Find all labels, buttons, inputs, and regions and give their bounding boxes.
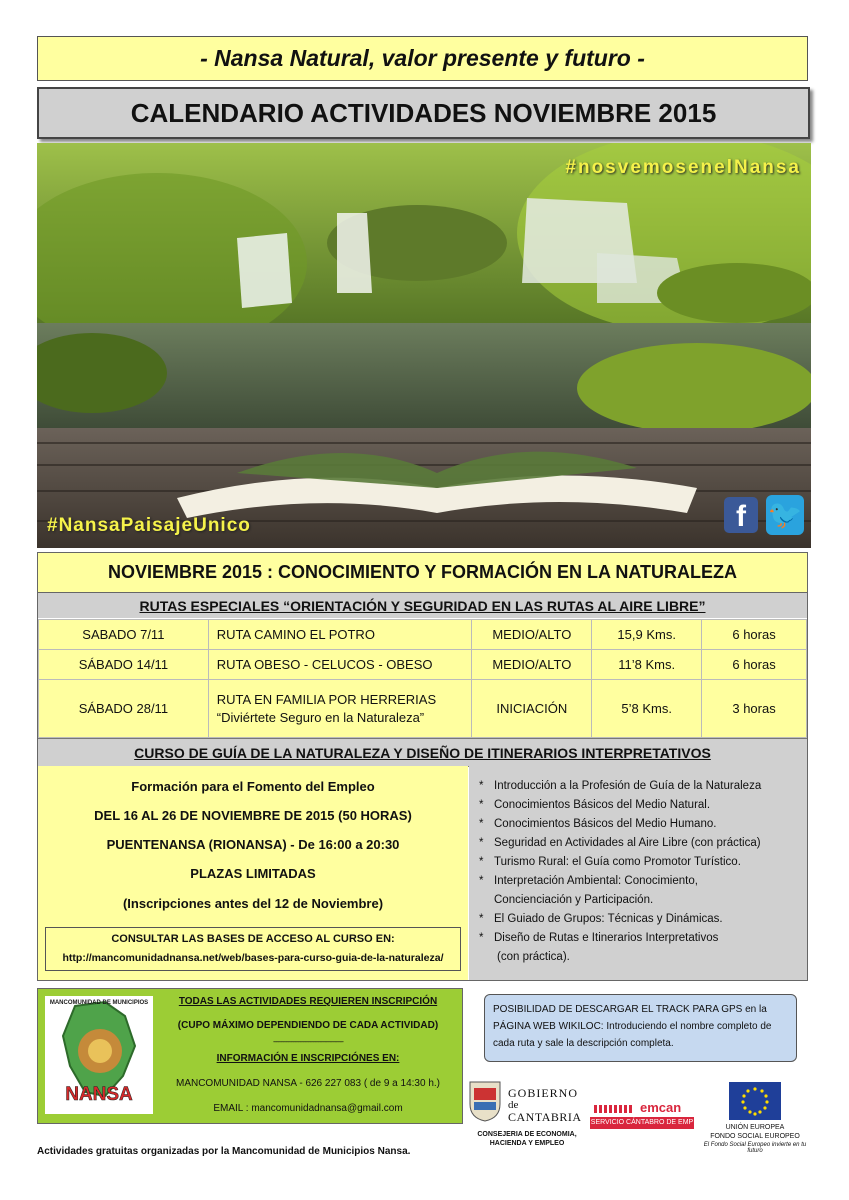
hashtag-bottom: #NansaPaisajeUnico — [47, 515, 251, 536]
list-item: * Interpretación Ambiental: Conocimiento, — [479, 875, 698, 887]
list-item: * Conocimientos Básicos del Medio Natural. — [479, 799, 711, 811]
contact-email[interactable]: EMAIL : mancomunidadnansa@gmail.com — [213, 1103, 403, 1114]
page-title: CALENDARIO ACTIVIDADES NOVIEMBRE 2015 — [37, 87, 810, 139]
consult-box — [45, 927, 461, 971]
list-item: * Introducción a la Profesión de Guía de la Naturaleza — [479, 780, 762, 792]
course-deadline: (Inscripciones antes del 12 de Noviembre) — [122, 896, 384, 911]
routes-table — [38, 619, 807, 738]
list-item: * El Guiado de Grupos: Técnicas y Dinámicas. — [479, 913, 723, 925]
activities-panel — [37, 552, 808, 981]
eu-logo — [696, 1080, 814, 1160]
contact-box — [37, 988, 463, 1124]
route-name-line2: “Diviértete Seguro en la Naturaleza” — [216, 710, 425, 725]
route-level: INICIACIÓN — [472, 680, 592, 738]
gob-line1: GOBIERNO — [508, 1086, 578, 1100]
slogan-banner: - Nansa Natural, valor presente y futuro - — [37, 36, 808, 81]
emcan-dots — [594, 1105, 634, 1113]
gob-line2: de — [508, 1099, 519, 1111]
route-level: MEDIO/ALTO — [472, 650, 592, 680]
facebook-icon[interactable]: f — [724, 497, 758, 533]
course-topics — [469, 766, 807, 980]
gps-note: POSIBILIDAD DE DESCARGAR EL TRACK PARA GPS en la PÁGINA WEB WIKILOC: Introduciendo el nombre completo de cada ruta y sale la descripción completa. — [484, 994, 797, 1062]
route-date: SÁBADO 28/11 — [39, 680, 209, 738]
hero-photo — [37, 143, 811, 548]
course-info — [38, 766, 468, 980]
eu-line2: FONDO SOCIAL EUROPEO — [710, 1133, 800, 1140]
route-distance: 5’8 Kms. — [592, 680, 702, 738]
route-distance: 15,9 Kms. — [592, 620, 702, 650]
route-level: MEDIO/ALTO — [472, 620, 592, 650]
route-duration: 3 horas — [702, 680, 807, 738]
routes-title: RUTAS ESPECIALES “ORIENTACIÓN Y SEGURIDAD EN LAS RUTAS AL AIRE LIBRE” — [38, 593, 807, 618]
route-duration: 6 horas — [702, 620, 807, 650]
contact-line-3: INFORMACIÓN E INSCRIPCIÓNES EN: — [216, 1053, 400, 1064]
logo-arc-text: MANCOMUNIDAD DE MUNICIPIOS — [49, 1000, 149, 1006]
course-dates: DEL 16 AL 26 DE NOVIEMBRE DE 2015 (50 HORAS) — [94, 808, 412, 823]
route-name-line1: RUTA EN FAMILIA POR HERRERIAS — [216, 692, 437, 707]
table-row — [39, 620, 807, 650]
course-title: CURSO DE GUÍA DE LA NATURALEZA Y DISEÑO DE ITINERARIOS INTERPRETATIVOS — [38, 738, 807, 767]
course-line-1: Formación para el Fomento del Empleo — [131, 779, 375, 794]
emcan-text: emcan — [640, 1100, 682, 1115]
hashtag-top: #nosvemosenelNansa — [565, 157, 801, 178]
mancomunidad-logo — [45, 996, 153, 1114]
emcan-sub: SERVICIO CÁNTABRO DE EMP — [590, 1117, 694, 1129]
twitter-icon[interactable]: 🐦 — [766, 495, 804, 535]
cantabria-shield-icon — [468, 1078, 502, 1122]
route-name: RUTA OBESO - CELUCOS - OBESO — [208, 650, 472, 680]
eu-flag-icon — [729, 1082, 781, 1120]
route-distance: 11’8 Kms. — [592, 650, 702, 680]
emcan-logo — [590, 1100, 694, 1133]
table-row — [39, 650, 807, 680]
consult-label: CONSULTAR LAS BASES DE ACCESO AL CURSO EN: — [111, 933, 395, 945]
course-location: PUENTENANSA (RIONANSA) - De 16:00 a 20:30 — [106, 837, 400, 852]
gobierno-cantabria-logo — [468, 1078, 588, 1153]
waterfall-book-image — [37, 143, 811, 548]
list-item: * Turismo Rural: el Guía como Promotor Turístico. — [479, 856, 741, 868]
contact-phone: MANCOMUNIDAD NANSA - 626 227 083 ( de 9 a 14:30 h.) — [175, 1078, 440, 1089]
course-places: PLAZAS LIMITADAS — [190, 866, 316, 881]
gob-line5: HACIENDA Y EMPLEO — [489, 1140, 565, 1147]
eu-line3: El Fondo Social Europeo invierte en tu futuro — [703, 1142, 807, 1154]
route-date: SÁBADO 14/11 — [39, 650, 209, 680]
contact-line-1: TODAS LAS ACTIVIDADES REQUIEREN INSCRIPCIÓN — [178, 996, 438, 1007]
list-item-cont: (con práctica). — [497, 951, 570, 963]
logo-text: NANSA — [65, 1084, 133, 1105]
section-title: NOVIEMBRE 2015 : CONOCIMIENTO Y FORMACIÓN EN LA NATURALEZA — [38, 553, 807, 593]
list-item: * Conocimientos Básicos del Medio Humano. — [479, 818, 717, 830]
footer-note: Actividades gratuitas organizadas por la Mancomunidad de Municipios Nansa. — [37, 1146, 411, 1157]
divider: ------------------------------------------ — [273, 1037, 343, 1046]
list-item: * Diseño de Rutas e Itinerarios Interpretativos — [479, 932, 719, 944]
list-item: * Seguridad en Actividades al Aire Libre (con práctica) — [479, 837, 761, 849]
eu-line1: UNIÓN EUROPEA — [725, 1124, 785, 1131]
route-name: RUTA CAMINO EL POTRO — [208, 620, 472, 650]
gob-line3: CANTABRIA — [508, 1110, 582, 1124]
contact-line-2: (CUPO MÁXIMO DEPENDIENDO DE CADA ACTIVIDAD) — [177, 1020, 439, 1031]
table-row — [39, 680, 807, 738]
route-duration: 6 horas — [702, 650, 807, 680]
consult-link[interactable]: http://mancomunidadnansa.net/web/bases-para-curso-guia-de-la-naturaleza/ — [62, 952, 444, 964]
route-name — [208, 680, 472, 738]
route-date: SABADO 7/11 — [39, 620, 209, 650]
list-item-cont: Concienciación y Participación. — [494, 894, 654, 906]
gob-line4: CONSEJERIA DE ECONOMIA, — [477, 1131, 577, 1138]
